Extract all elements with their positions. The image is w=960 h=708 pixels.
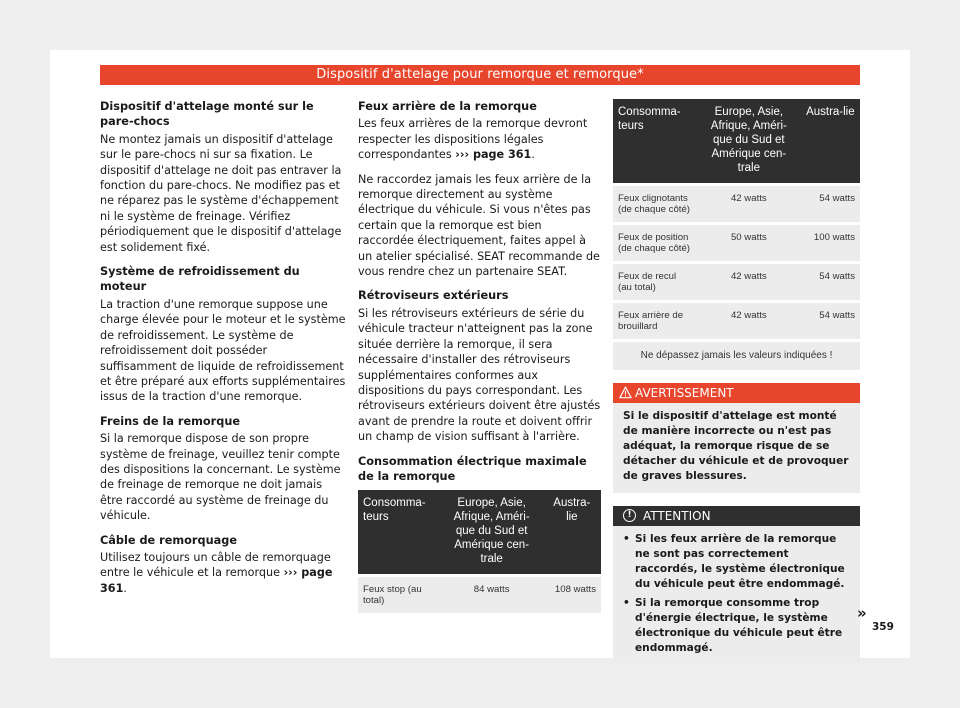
column-header-australia: Austra-lie (801, 99, 860, 185)
attention-body (613, 526, 860, 663)
cell-value-australia: 54 watts (801, 302, 860, 341)
cell-value-europe: 50 watts (697, 224, 801, 263)
cell-value-australia: 108 watts (543, 576, 601, 614)
list-item (623, 596, 850, 656)
cell-value-europe: 42 watts (697, 185, 801, 224)
table-row (613, 224, 860, 263)
cell-value-europe: 84 watts (441, 576, 543, 614)
text-rear-lights-connection: Ne raccordez jamais les feux arrière de la remorque directement au système électrique du véhicule. Si vous n'êtes pas certain que la remorque est bien raccordée électriquement, faites appel à un atelier spécialisé. SEAT recommande de vous rendre chez un partenaire SEAT. (358, 172, 600, 279)
power-table-part-1 (358, 490, 601, 613)
column-2 (358, 99, 601, 613)
bullet-glyph: • (623, 533, 630, 545)
attention-title: ATTENTION (643, 509, 711, 523)
cell-value-australia: 54 watts (801, 185, 860, 224)
warning-box (613, 383, 860, 493)
text-cooling-system: La traction d'une remorque suppose une charge élevée pour le moteur et le système de refroidissement. Le système de refroidissement doit posséder suffisamment de liquide de refroidissement et être préparé aux efforts supplémentaires issus de la traction d'une remorque. (100, 297, 346, 404)
table-note-row (613, 341, 860, 371)
cell-label: Feux clignotants (de chaque côté) (613, 185, 697, 224)
cell-value-australia: 100 watts (801, 224, 860, 263)
page-reference-link[interactable]: ››› page 361 (455, 148, 532, 162)
column-header-consumers: Consomma-teurs (358, 490, 441, 576)
text-tow-cable (100, 550, 346, 596)
list-item (623, 532, 850, 592)
column-header-australia: Austra-lie (543, 490, 601, 576)
power-table-part-2 (613, 99, 860, 370)
table-header-row (613, 99, 860, 185)
page-reference-link[interactable]: ››› page 361 (100, 566, 333, 595)
column-header-europe: Europe, Asie, Afrique, Améri-que du Sud et Amérique cen-trale (441, 490, 543, 576)
cell-label: Feux de recul (au total) (613, 263, 697, 302)
cell-label: Feux stop (au total) (358, 576, 441, 614)
table-row (613, 302, 860, 341)
table-row (358, 576, 601, 614)
attention-header (613, 506, 860, 526)
column-header-europe: Europe, Asie, Afrique, Améri-que du Sud et Amérique cen-trale (697, 99, 801, 185)
text-trailer-brakes: Si la remorque dispose de son propre système de freinage, veuillez tenir compte des dispositions la concernant. Le système de freinage de remorque ne doit jamais être raccordé au système de freinage du véhicule. (100, 432, 341, 523)
column-header-consumers: Consomma-teurs (613, 99, 697, 185)
heading-bumper-mount: Dispositif d'attelage monté sur le pare-chocs (100, 100, 314, 129)
page-number: 359 (872, 621, 894, 633)
attention-item-text: Si les feux arrière de la remorque ne sont pas correctement raccordés, le système électronique du véhicule peut être endommagé. (635, 533, 845, 590)
bullet-glyph: • (623, 597, 630, 609)
cell-label: Feux de position (de chaque côté) (613, 224, 697, 263)
punctuation: . (123, 581, 127, 595)
text-bumper-mount: Ne montez jamais un dispositif d'attelage sur le pare-chocs ni sur sa fixation. Le dispositif d'attelage ne doit pas entraver la fonction du pare-chocs. Ne modifiez pas et ne réparez pas le système d'échappement ni le système de freinage. Vérifiez périodiquement que le dispositif d'attelage est solidement fixé. (100, 132, 342, 254)
text-mirrors: Si les rétroviseurs extérieurs de série du véhicule tracteur n'atteignent pas la zone située derrière la remorque, il sera nécessaire d'installer des rétroviseurs supplémentaires conformes aux dispositions du pays correspondant. Les rétroviseurs extérieurs doivent être ajustés avant de prendre la route et doivent offrir un champ de vision suffisant à l'arrière. (358, 306, 601, 444)
column-3 (613, 99, 860, 663)
heading-trailer-brakes: Freins de la remorque (100, 414, 241, 428)
attention-item-text: Si la remorque consomme trop d'énergie électrique, le système électronique du véhicule peut être endommagé. (635, 597, 843, 654)
warning-title: AVERTISSEMENT (635, 386, 734, 400)
table-row (613, 263, 860, 302)
table-note: Ne dépassez jamais les valeurs indiquées ! (613, 341, 860, 371)
info-circle-icon: ! (623, 509, 636, 522)
tow-cable-text: Utilisez toujours un câble de remorquage entre le véhicule et la remorque (100, 550, 331, 580)
warning-text: Si le dispositif d'attelage est monté de manière incorrecte ou n'est pas adéquat, la remorque risque de se détacher du véhicule et de provoquer de graves blessures. (623, 410, 849, 482)
rear-lights-text: Les feux arrières de la remorque devront respecter les dispositions légales correspondantes (358, 117, 588, 162)
cell-value-australia: 54 watts (801, 263, 860, 302)
continue-next-page-icon: » (857, 604, 867, 622)
warning-header (613, 383, 860, 403)
cell-value-europe: 42 watts (697, 263, 801, 302)
column-1 (100, 99, 346, 596)
cell-value-europe: 42 watts (697, 302, 801, 341)
attention-box (613, 506, 860, 663)
table-row (613, 185, 860, 224)
cell-label: Feux arrière de brouillard (613, 302, 697, 341)
heading-tow-cable: Câble de remorquage (100, 533, 237, 547)
punctuation: . (531, 148, 535, 162)
heading-max-power: Consommation électrique maximale de la remorque (358, 454, 587, 483)
warning-triangle-icon (619, 386, 632, 399)
page-title: Dispositif d'attelage pour remorque et remorque* (100, 65, 860, 85)
heading-cooling-system: Système de refroidissement du moteur (100, 265, 300, 294)
heading-rear-lights: Feux arrière de la remorque (358, 100, 537, 113)
heading-mirrors: Rétroviseurs extérieurs (358, 289, 509, 303)
table-header-row (358, 490, 601, 576)
text-rear-lights (358, 116, 601, 162)
